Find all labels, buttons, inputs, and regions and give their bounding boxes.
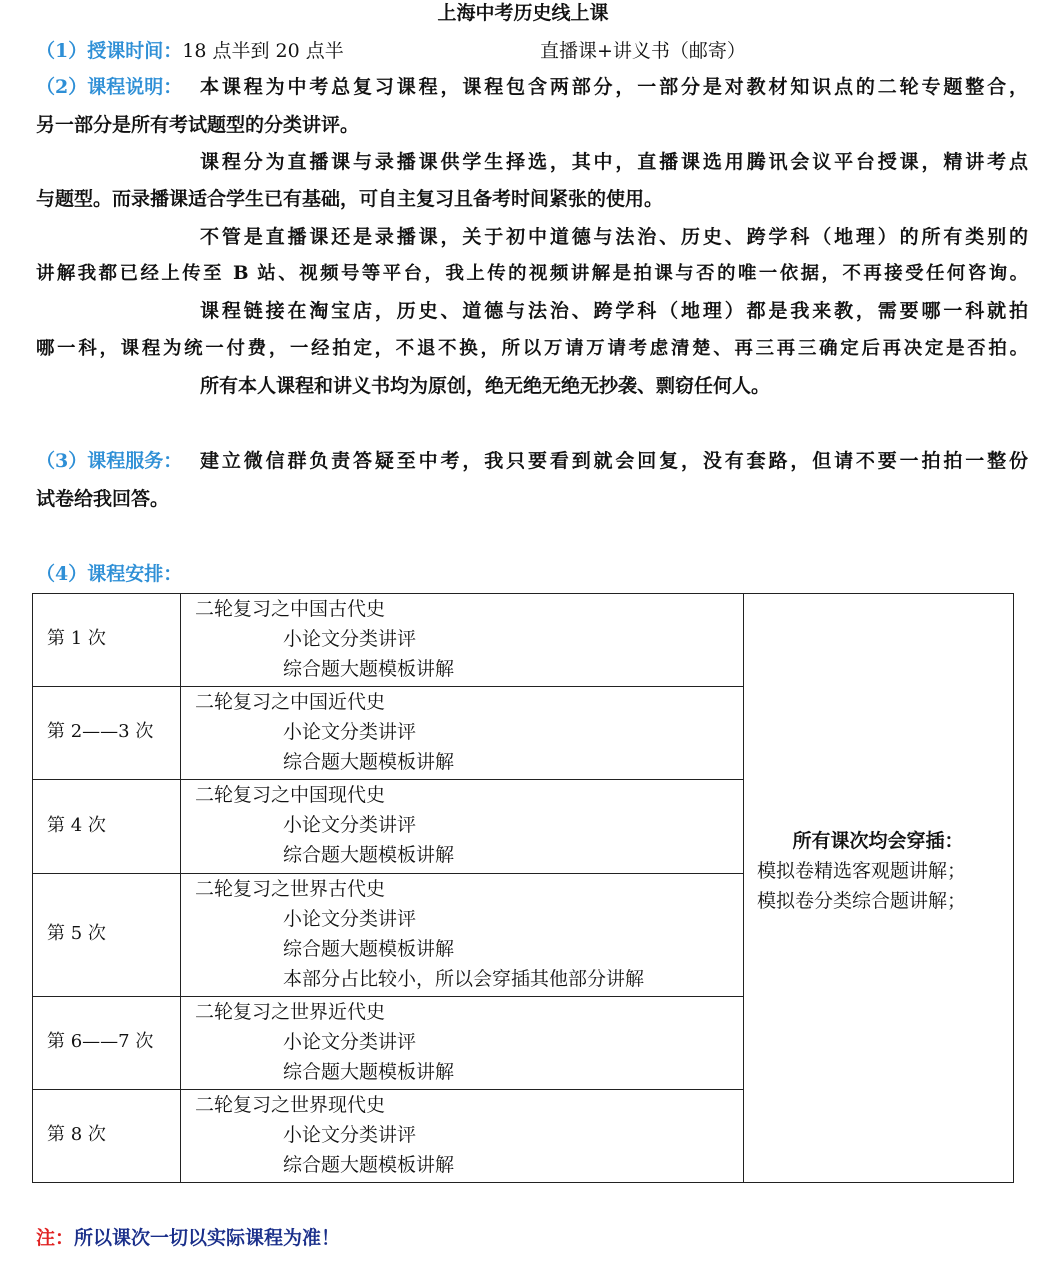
session-label: 第 1 次 xyxy=(47,628,106,649)
topic-title: 二轮复习之中国近代史 xyxy=(195,691,386,713)
topic-title: 二轮复习之世界近代史 xyxy=(195,1001,386,1023)
row-divider xyxy=(33,996,744,997)
session-label: 第 5 次 xyxy=(47,923,106,944)
table-divider xyxy=(180,594,181,1182)
topic-item: 小论文分类讲评 xyxy=(283,1124,417,1146)
session-label: 第 2——3 次 xyxy=(47,721,154,742)
service-line1: 建立微信群负责答疑至中考，我只要看到就会回复，没有套路，但请不要一拍拍一整份 xyxy=(200,450,1028,472)
topic-title: 二轮复习之中国现代史 xyxy=(195,784,386,806)
topic-title: 二轮复习之中国古代史 xyxy=(195,598,386,620)
section-schedule xyxy=(36,561,182,587)
section-time-label: （1）授课时间： xyxy=(36,40,183,62)
topic-item: 小论文分类讲评 xyxy=(283,1031,417,1053)
note-text: 所以课次一切以实际课程为准！ xyxy=(74,1227,341,1249)
description-p2-line2: 与题型。而录播课适合学生已有基础，可自主复习且备考时间紧张的使用。 xyxy=(36,188,664,210)
section-description-label: （2）课程说明： xyxy=(36,76,183,98)
topic-item: 综合题大题模板讲解 xyxy=(283,938,455,960)
topic-item: 小论文分类讲评 xyxy=(283,628,417,650)
topic-item: 综合题大题模板讲解 xyxy=(283,1154,455,1176)
description-p4-line2: 哪一科，课程为统一付费，一经拍定，不退不换，所以万请万请考虑清楚、再三再三确定后再决定是否拍。 xyxy=(36,338,1028,359)
session-label: 第 6——7 次 xyxy=(47,1031,154,1052)
row-divider xyxy=(33,873,744,874)
description-p5: 所有本人课程和讲义书均为原创，绝无绝无绝无抄袭、剽窃任何人。 xyxy=(200,375,771,397)
session-label: 第 8 次 xyxy=(47,1124,106,1145)
topic-item: 小论文分类讲评 xyxy=(283,908,417,930)
topic-item: 小论文分类讲评 xyxy=(283,721,417,743)
section-service xyxy=(36,448,182,474)
session-label: 第 4 次 xyxy=(47,815,106,836)
description-p4-line1: 课程链接在淘宝店，历史、道德与法治、跨学科（地理）都是我来教，需要哪一科就拍 xyxy=(200,300,1028,322)
interleave-item: 模拟卷分类综合题讲解； xyxy=(757,890,967,912)
description-p1-line2: 另一部分是所有考试题型的分类讲评。 xyxy=(36,114,360,136)
topic-title: 二轮复习之世界现代史 xyxy=(195,1094,386,1116)
topic-item: 综合题大题模板讲解 xyxy=(283,658,455,680)
topic-title: 二轮复习之世界古代史 xyxy=(195,878,386,900)
row-divider xyxy=(33,1089,744,1090)
course-format: 直播课+讲义书（邮寄） xyxy=(540,40,746,62)
class-time: 18 点半到 20 点半 xyxy=(182,40,344,62)
section-time xyxy=(36,38,344,64)
note-label: 注： xyxy=(36,1227,75,1249)
description-p3-line1: 不管是直播课还是录播课，关于初中道德与法治、历史、跨学科（地理）的所有类别的 xyxy=(200,226,1028,248)
page-title: 上海中考历史线上课 xyxy=(437,2,609,24)
description-p1-line1: 本课程为中考总复习课程，课程包含两部分，一部分是对教材知识点的二轮专题整合， xyxy=(200,76,1028,98)
description-p3-line2: 讲解我都已经上传至 B 站、视频号等平台，我上传的视频讲解是拍课与否的唯一依据，不再接受任何咨询。 xyxy=(36,263,1028,284)
interleave-heading: 所有课次均会穿插： xyxy=(792,830,964,852)
topic-item: 综合题大题模板讲解 xyxy=(283,751,455,773)
section-schedule-label: （4）课程安排： xyxy=(36,563,183,585)
topic-item: 综合题大题模板讲解 xyxy=(283,844,455,866)
schedule-table xyxy=(32,593,1014,1183)
description-p2-line1: 课程分为直播课与录播课供学生择选，其中，直播课选用腾讯会议平台授课，精讲考点 xyxy=(200,151,1028,173)
footer-note xyxy=(36,1225,340,1251)
service-line2: 试卷给我回答。 xyxy=(36,488,170,510)
topic-item: 综合题大题模板讲解 xyxy=(283,1061,455,1083)
row-divider xyxy=(33,686,744,687)
topic-item: 本部分占比较小，所以会穿插其他部分讲解 xyxy=(283,968,645,990)
section-service-label: （3）课程服务： xyxy=(36,450,183,472)
interleave-item: 模拟卷精选客观题讲解； xyxy=(757,860,967,882)
topic-item: 小论文分类讲评 xyxy=(283,814,417,836)
row-divider xyxy=(33,779,744,780)
table-divider xyxy=(743,594,744,1182)
